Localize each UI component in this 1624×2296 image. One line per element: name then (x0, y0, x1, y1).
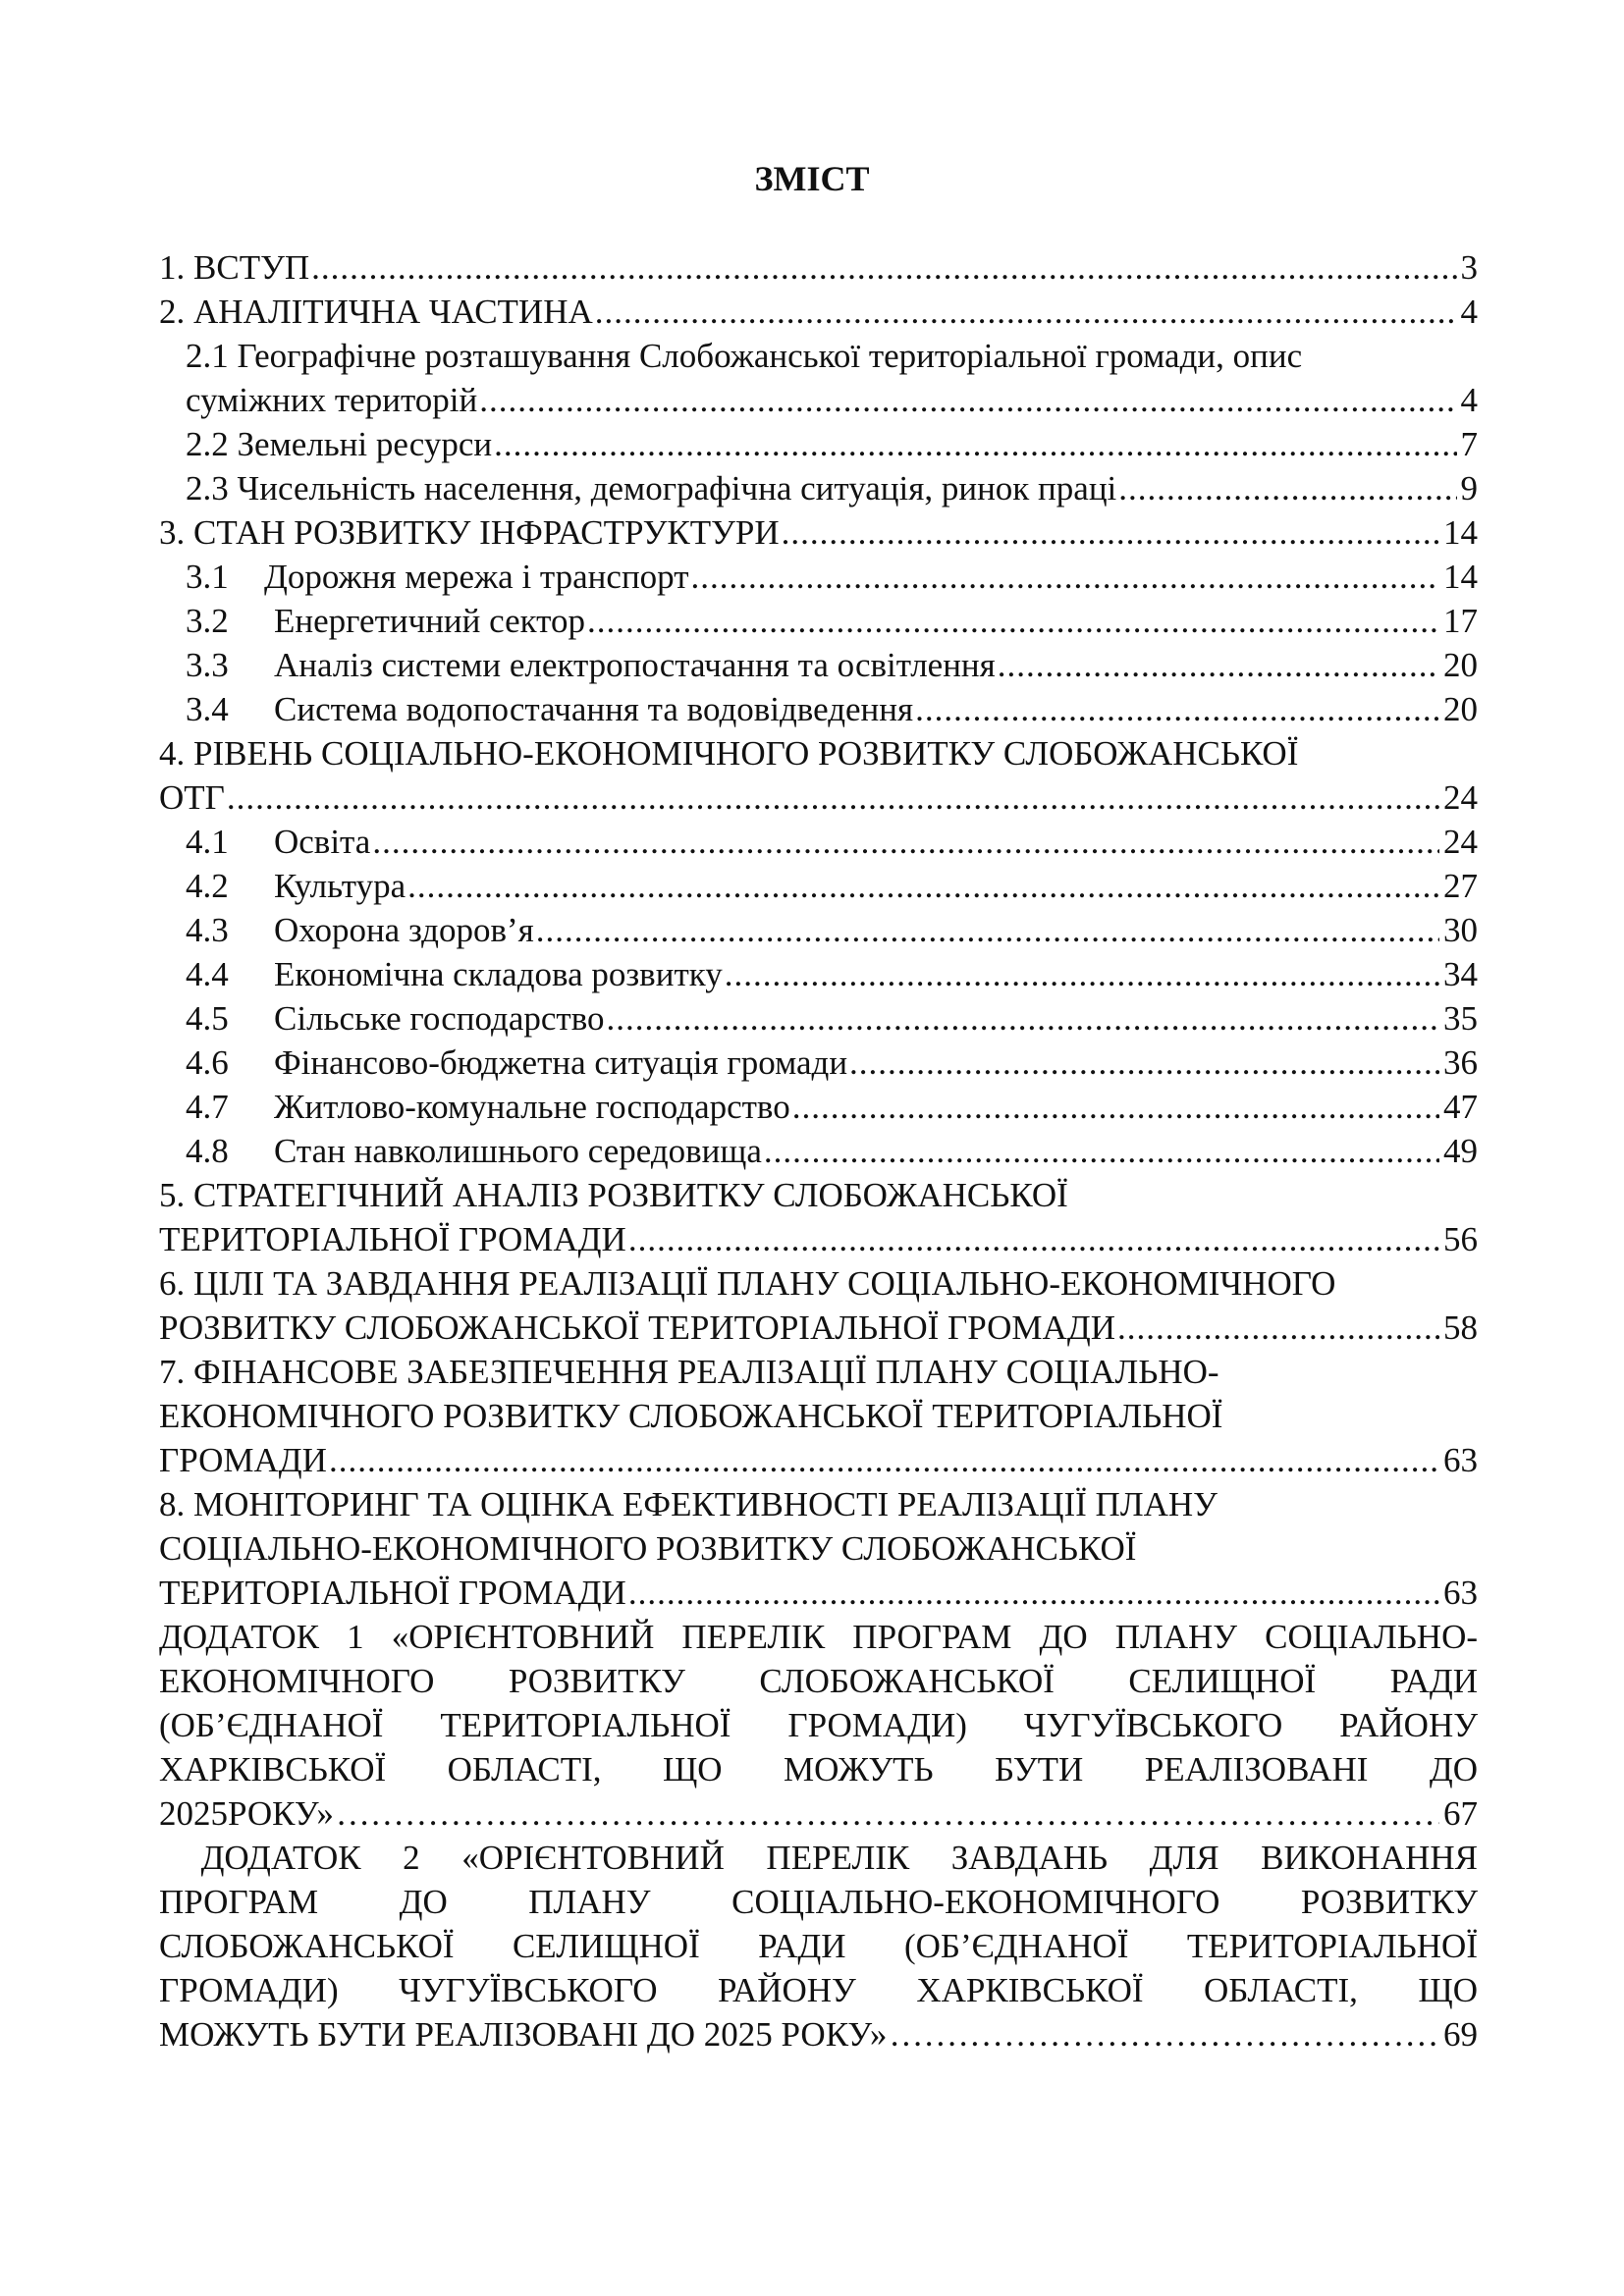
toc-entry[interactable] (159, 952, 1478, 996)
toc-page-number: 63 (1443, 1441, 1478, 1479)
toc-page-number: 67 (1443, 1794, 1478, 1833)
toc-entry-text: Освіта (274, 823, 371, 861)
toc-entry-number: 4.8 (186, 1132, 229, 1170)
toc-entry[interactable] (159, 687, 1478, 731)
toc-entry-text: Сільське господарство (274, 999, 605, 1038)
dot-leader (725, 952, 1439, 996)
toc-entry-number: 3.1 (186, 558, 229, 596)
dot-leader (479, 378, 1456, 422)
dot-leader (227, 775, 1439, 820)
toc-entry-text: ОТГ (159, 778, 225, 817)
toc-entry-text-line: ХАРКІВСЬКОЇ ОБЛАСТІ, ЩО МОЖУТЬ БУТИ РЕАЛІЗОВАНІ ДО (159, 1750, 1478, 1789)
toc-entry-text: РОЗВИТКУ СЛОБОЖАНСЬКОЇ ТЕРИТОРІАЛЬНОЇ ГРОМАДИ (159, 1308, 1115, 1347)
toc-page-number: 35 (1443, 999, 1478, 1038)
toc-entry-text-line: ЕКОНОМІЧНОГО РОЗВИТКУ СЛОБОЖАНСЬКОЇ СЕЛИЩНОЇ РАДИ (159, 1662, 1478, 1700)
toc-entry-text: ТЕРИТОРІАЛЬНОЇ ГРОМАДИ (159, 1574, 626, 1612)
toc-entry-number: 4.7 (186, 1088, 229, 1126)
toc-entry-number: 4.2 (186, 867, 229, 905)
toc-entry-number: 4.1 (186, 823, 229, 861)
toc-entry-text: МОЖУТЬ БУТИ РЕАЛІЗОВАНІ ДО 2025 РОКУ» (159, 2015, 888, 2054)
toc-entry-text: ГРОМАДИ (159, 1441, 327, 1479)
dot-leader (536, 908, 1439, 952)
dot-leader (849, 1041, 1439, 1085)
toc-entry-text: Житлово-комунальне господарство (274, 1088, 790, 1126)
toc-entry-text-line: 5. СТРАТЕГІЧНИЙ АНАЛІЗ РОЗВИТКУ СЛОБОЖАНСЬКОЇ (159, 1176, 1068, 1214)
toc-page-number: 14 (1443, 513, 1478, 552)
toc-entry[interactable] (159, 555, 1478, 599)
toc-entry-text: Фінансово-бюджетна ситуація громади (274, 1043, 848, 1082)
dot-leader (998, 643, 1439, 687)
toc-entry-number: 3.4 (186, 690, 229, 728)
toc-entry-text: ТЕРИТОРІАЛЬНОЇ ГРОМАДИ (159, 1220, 626, 1258)
toc-page-number: 7 (1460, 425, 1478, 463)
toc-entry-text-line: 6. ЦІЛІ ТА ЗАВДАННЯ РЕАЛІЗАЦІЇ ПЛАНУ СОЦІАЛЬНО-ЕКОНОМІЧНОГО (159, 1264, 1336, 1303)
toc-entry-text-line: (ОБ’ЄДНАНОЇ ТЕРИТОРІАЛЬНОЇ ГРОМАДИ) ЧУГУЇВСЬКОГО РАЙОНУ (159, 1706, 1478, 1744)
toc-page-number: 47 (1443, 1088, 1478, 1126)
toc-entry[interactable] (159, 334, 1478, 422)
toc-entry-number: 4.5 (186, 999, 229, 1038)
toc-entry-text: Стан навколишнього середовища (274, 1132, 762, 1170)
toc-page-number: 3 (1460, 248, 1478, 287)
toc-entry[interactable] (159, 1041, 1478, 1085)
toc-entry[interactable] (159, 599, 1478, 643)
toc-entry[interactable] (159, 1350, 1478, 1482)
toc-page-number: 58 (1443, 1308, 1478, 1347)
toc-entry-text: суміжних територій (186, 381, 478, 419)
toc-entry-text-line: ГРОМАДИ) ЧУГУЇВСЬКОГО РАЙОНУ ХАРКІВСЬКОЇ ОБЛАСТІ, ЩО (159, 1971, 1478, 2009)
dot-leader (606, 996, 1439, 1041)
toc-entry-text: Система водопостачання та водовідведення (274, 690, 914, 728)
toc-entry-text-line: ПРОГРАМ ДО ПЛАНУ СОЦІАЛЬНО-ЕКОНОМІЧНОГО РОЗВИТКУ (159, 1883, 1478, 1921)
toc-page-number: 4 (1460, 381, 1478, 419)
dot-leader (329, 1438, 1439, 1482)
toc-entry-text: 1. ВСТУП (159, 248, 310, 287)
dot-leader (587, 599, 1439, 643)
toc-entry[interactable] (159, 908, 1478, 952)
toc-entry[interactable] (159, 466, 1478, 510)
toc-entry-text: 2025РОКУ» (159, 1794, 334, 1833)
toc-appendix-entry[interactable] (159, 1615, 1478, 1836)
toc-entry-text: Енергетичний сектор (274, 602, 586, 640)
dot-leader (336, 1791, 1439, 1836)
toc-entry-number: 4.4 (186, 955, 229, 993)
toc-entry[interactable] (159, 510, 1478, 555)
toc-entry[interactable] (159, 290, 1478, 334)
dot-leader (628, 1217, 1439, 1261)
toc-entry-text: Культура (274, 867, 406, 905)
toc-entry[interactable] (159, 245, 1478, 290)
toc-page-number: 49 (1443, 1132, 1478, 1170)
toc-entry[interactable] (159, 1173, 1478, 1261)
toc-page-number: 24 (1443, 823, 1478, 861)
toc-page-number: 4 (1460, 293, 1478, 331)
toc-entry-text: 2.2 Земельні ресурси (186, 425, 493, 463)
toc-entry-number: 4.6 (186, 1043, 229, 1082)
toc-entry-text-line: 7. ФІНАНСОВЕ ЗАБЕЗПЕЧЕННЯ РЕАЛІЗАЦІЇ ПЛАНУ СОЦІАЛЬНО- (159, 1353, 1219, 1391)
dot-leader (691, 555, 1439, 599)
toc-page-number: 20 (1443, 690, 1478, 728)
toc-entry-text-line: 4. РІВЕНЬ СОЦІАЛЬНО-ЕКОНОМІЧНОГО РОЗВИТКУ СЛОБОЖАНСЬКОЇ (159, 734, 1299, 773)
toc-entry-text-line: ДОДАТОК 2 «ОРІЄНТОВНИЙ ПЕРЕЛІК ЗАВДАНЬ ДЛЯ ВИКОНАННЯ (159, 1839, 1478, 1877)
toc-entry[interactable] (159, 996, 1478, 1041)
toc-entry-number: 3.2 (186, 602, 229, 640)
toc-entry[interactable] (159, 820, 1478, 864)
dot-leader (372, 820, 1439, 864)
toc-page-number: 69 (1443, 2015, 1478, 2054)
dot-leader (792, 1085, 1439, 1129)
toc-page-number: 17 (1443, 602, 1478, 640)
toc-page-number: 27 (1443, 867, 1478, 905)
toc-page-number: 20 (1443, 646, 1478, 684)
toc-entry[interactable] (159, 1129, 1478, 1173)
toc-entry-number: 4.3 (186, 911, 229, 949)
dot-leader (595, 290, 1457, 334)
toc-entry[interactable] (159, 1482, 1478, 1615)
toc-entry-number: 3.3 (186, 646, 229, 684)
toc-page-number: 63 (1443, 1574, 1478, 1612)
toc-entry[interactable] (159, 731, 1478, 820)
toc-entry[interactable] (159, 422, 1478, 466)
toc-page-number: 9 (1460, 469, 1478, 507)
toc-page-number: 36 (1443, 1043, 1478, 1082)
dot-leader (764, 1129, 1439, 1173)
toc-entry-text: 2. АНАЛІТИЧНА ЧАСТИНА (159, 293, 593, 331)
toc-appendix-entry[interactable] (159, 1836, 1478, 2056)
dot-leader (311, 245, 1456, 290)
toc-entry[interactable] (159, 1261, 1478, 1350)
dot-leader (1117, 1306, 1439, 1350)
toc-entry-text-line: ЕКОНОМІЧНОГО РОЗВИТКУ СЛОБОЖАНСЬКОЇ ТЕРИТОРІАЛЬНОЇ (159, 1397, 1223, 1435)
dot-leader (782, 510, 1439, 555)
toc-entry-text: Охорона здоров’я (274, 911, 534, 949)
dot-leader (494, 422, 1456, 466)
toc-page-number: 30 (1443, 911, 1478, 949)
table-of-contents (159, 245, 1478, 2056)
toc-entry-text-line: 8. МОНІТОРИНГ ТА ОЦІНКА ЕФЕКТИВНОСТІ РЕАЛІЗАЦІЇ ПЛАНУ (159, 1485, 1218, 1523)
dot-leader (915, 687, 1439, 731)
toc-page-number: 34 (1443, 955, 1478, 993)
dot-leader (1118, 466, 1456, 510)
toc-entry-text-line: 2.1 Географічне розташування Слобожанської територіальної громади, опис (186, 337, 1303, 375)
dot-leader (628, 1571, 1439, 1615)
toc-entry-text: Аналіз системи електропостачання та освітлення (274, 646, 996, 684)
toc-entry-text: 3. СТАН РОЗВИТКУ ІНФРАСТРУКТУРИ (159, 513, 780, 552)
toc-entry-text: Дорожня мережа і транспорт (264, 558, 689, 596)
toc-page-number: 24 (1443, 778, 1478, 817)
dot-leader (407, 864, 1439, 908)
toc-entry-text-line: ДОДАТОК 1 «ОРІЄНТОВНИЙ ПЕРЕЛІК ПРОГРАМ ДО ПЛАНУ СОЦІАЛЬНО- (159, 1618, 1478, 1656)
toc-entry-text: 2.3 Чисельність населення, демографічна ситуація, ринок праці (186, 469, 1117, 507)
toc-entry-text-line: СЛОБОЖАНСЬКОЇ СЕЛИЩНОЇ РАДИ (ОБ’ЄДНАНОЇ ТЕРИТОРІАЛЬНОЇ (159, 1927, 1478, 1965)
toc-page-number: 14 (1443, 558, 1478, 596)
toc-entry-text: Економічна складова розвитку (274, 955, 723, 993)
toc-entry[interactable] (159, 643, 1478, 687)
toc-page-number: 56 (1443, 1220, 1478, 1258)
toc-entry[interactable] (159, 864, 1478, 908)
toc-entry[interactable] (159, 1085, 1478, 1129)
dot-leader (889, 2012, 1439, 2056)
page-title: ЗМІСТ (754, 159, 870, 198)
toc-entry-text-line: СОЦІАЛЬНО-ЕКОНОМІЧНОГО РОЗВИТКУ СЛОБОЖАНСЬКОЇ (159, 1529, 1137, 1568)
